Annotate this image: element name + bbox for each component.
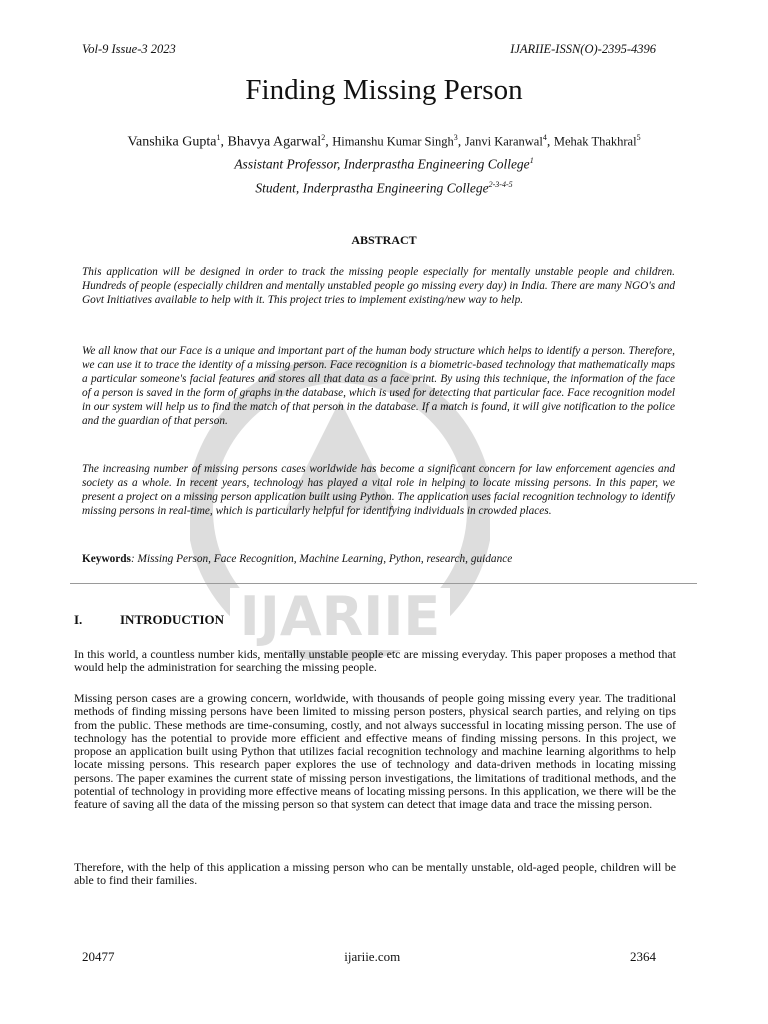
journal-issn: IJARIIE-ISSN(O)-2395-4396 bbox=[510, 42, 656, 56]
affiliation-1 bbox=[0, 156, 768, 173]
author-list: Vanshika Gupta$^1$, Bhavya Agarwal$^2$, Himanshu Kumar Singh$^3$, Janvi Karanwal$^4$, Mehak Thakhral$^5$ bbox=[127, 133, 641, 150]
author-2: Bhavya Agarwal bbox=[227, 134, 322, 150]
journal-volume: Vol-9 Issue-3 2023 bbox=[82, 42, 176, 56]
author-5-sup: 5 bbox=[636, 133, 641, 142]
paper-title: Finding Missing Person bbox=[245, 74, 523, 106]
author-2-sup: 2 bbox=[321, 133, 326, 142]
author-1: Vanshika Gupta bbox=[127, 134, 217, 150]
running-header bbox=[82, 42, 656, 57]
section-title: INTRODUCTION bbox=[120, 612, 225, 627]
website: ijariie.com bbox=[344, 949, 401, 964]
author-3-sup: 3 bbox=[453, 133, 458, 142]
section-number: I. bbox=[74, 612, 83, 627]
abstract-paragraph-2: We all know that our Face is a unique and important part of the human body structure which helps to identify a person. Therefore, we can use it to trace the identity of a missing person. Face recognition is a biometric-based technology that mathematically maps a particular someone's facial features and stores all that data as a face print. By using this technique, the information of the face of a person is saved in the form of graphs in the database, which is used for detecting that particular face. Face recognition model in our system will help us to find the match of that person in the database. If a match is found, it will give notification to the police and the guardian of that person. bbox=[82, 345, 675, 427]
author-1-sup: 1 bbox=[216, 133, 221, 142]
page-number: 2364 bbox=[629, 949, 656, 964]
keywords-label: Keywords bbox=[82, 553, 131, 565]
intro-paragraph-3: Therefore, with the help of this application a missing person who can be mentally unstable, old-aged people, children will be able to find their families. bbox=[74, 860, 676, 888]
intro-paragraph-2: Missing person cases are a growing concern, worldwide, with thousands of people going missing every year. The traditional methods of finding missing persons have been limited to missing person posters, physical search parties, and relying on tips from the public. These methods are time-consuming, costly, and not always successful in locating missing person. The use of technology has the potential to provide more efficient and effective means of finding missing persons. In this project, we propose an application built using Python that utilizes facial recognition technology and machine learning algorithms to help locate missing persons. This research paper explores the use of technology and data-driven methods in locating missing persons. The paper examines the current state of missing person investigations, the limitations of traditional methods, and the potential of technology in providing more effective means of locating missing persons. In this application, we there will be the feature of saving all the data of the missing person so that system can detect that image data and trace the missing person. bbox=[74, 691, 676, 812]
keywords bbox=[82, 553, 682, 565]
affiliation-1-sup: 1 bbox=[529, 156, 534, 165]
abstract-divider bbox=[70, 583, 697, 584]
author-5: Mehak Thakhral bbox=[553, 134, 637, 149]
intro-paragraph-1: In this world, a countless number kids, mentally unstable people etc are missing everyday. This paper proposes a method that would help the administration for searching the missing people. bbox=[74, 647, 676, 675]
author-3: Himanshu Kumar Singh bbox=[332, 134, 454, 149]
author-4-sup: 4 bbox=[542, 133, 547, 142]
abstract-heading: ABSTRACT bbox=[351, 233, 417, 247]
abstract-paragraph-1: This application will be designed in order to track the missing people especially for mentally unstable people and children. Hundreds of people (especially children and mentally unstabled people go missing every day) in India. There are many NGO's and Govt Initiatives available to help with it. This project tries to implement existing/new way to help. bbox=[82, 266, 675, 306]
affiliation-2-sup: 2-3-4-5 bbox=[488, 180, 513, 189]
author-4: Janvi Karanwal bbox=[464, 134, 543, 149]
abstract-paragraph-3: The increasing number of missing persons cases worldwide has become a significant concern for law enforcement agencies and society as a whole. In recent years, technology has played a vital role in helping to locate missing persons. In this paper, we present a project on a missing person application built using Python. The application uses facial recognition technology to identify missing persons in real-time, which is particularly helpful for identifying individuals in crowded places. bbox=[82, 463, 675, 517]
affiliation-1-text: Assistant Professor, Inderprastha Engineering College bbox=[234, 156, 530, 172]
affiliation-2-text: Student, Inderprastha Engineering College bbox=[255, 180, 489, 196]
affiliation-2 bbox=[0, 180, 768, 197]
keywords-text: : Missing Person, Face Recognition, Machine Learning, Python, research, guidance bbox=[130, 553, 513, 565]
page-footer bbox=[82, 949, 656, 965]
watermark-text: IJARIIE bbox=[239, 585, 441, 648]
paper-id: 20477 bbox=[82, 949, 115, 964]
section-heading-introduction bbox=[74, 612, 224, 628]
